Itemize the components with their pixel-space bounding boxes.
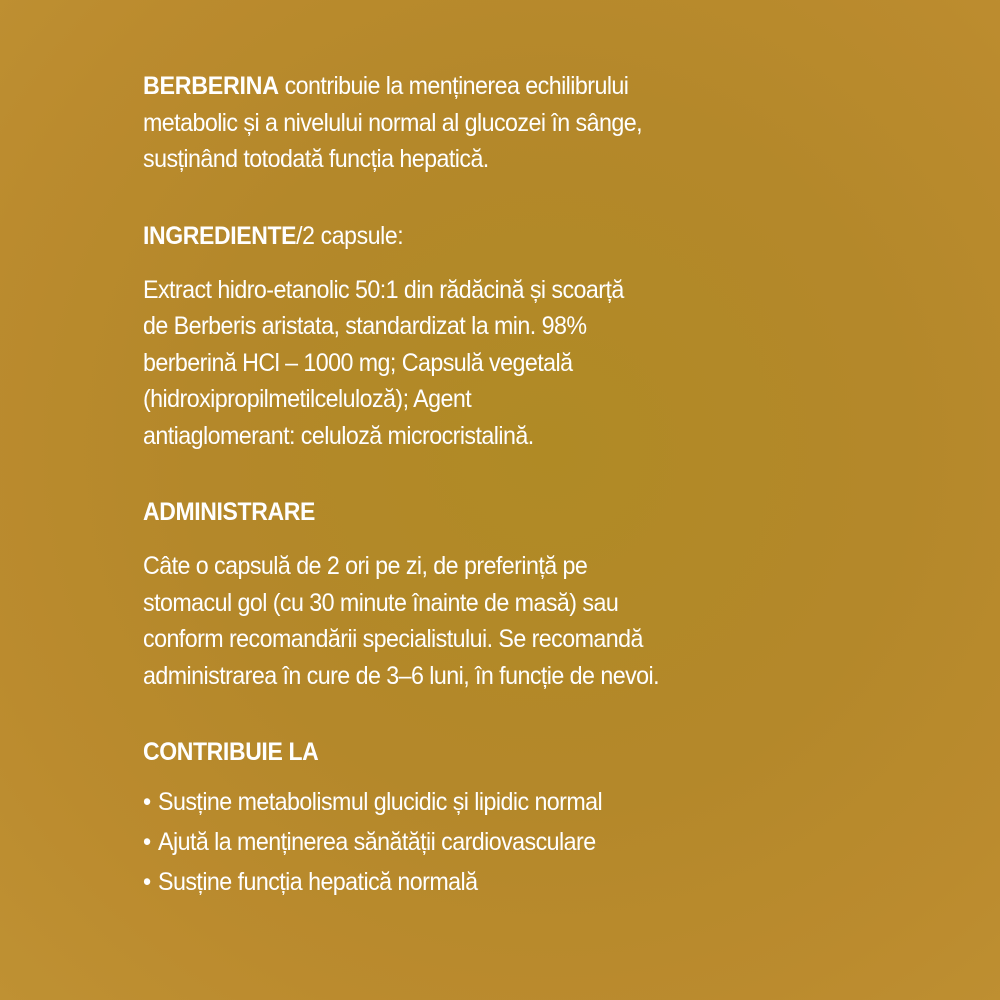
administration-line: stomacul gol (cu 30 minute înainte de masă) sau [143,588,619,617]
intro-paragraph [143,68,813,178]
intro-text: contribuie la menținerea echilibrului [278,72,629,100]
list-item [143,822,813,862]
product-name: BERBERINA [143,72,279,100]
ingredients-line: berberină HCl – 1000 mg; Capsulă vegetală [143,348,573,377]
bullet-icon: • [143,788,151,816]
contributes-heading: CONTRIBUIE LA [143,738,319,766]
ingredients-heading [143,218,805,254]
ingredients-line: Extract hidro-etanolic 50:1 din rădăcină și scoarță [143,275,624,304]
list-item [143,862,813,902]
list-item [143,782,813,822]
ingredients-body [143,272,813,455]
administration-line: administrarea în cure de 3–6 luni, în funcție de nevoi. [143,661,660,690]
intro-line-2: metabolic și a nivelului normal al glucozei în sânge, [143,108,643,137]
administration-line: Câte o capsulă de 2 ori pe zi, de preferință pe [143,552,588,580]
administration-body [143,548,813,694]
intro-line-1 [143,68,813,105]
ingredients-line: de Berberis aristata, standardizat la min. 98% [143,312,587,340]
administration-heading: ADMINISTRARE [143,498,315,526]
administration-line: conform recomandării specialistului. Se recomandă [143,625,643,653]
ingredients-line: antiaglomerant: celuloză microcristalină. [143,421,534,450]
bullet-icon: • [143,828,151,856]
ingredients-heading-bold: INGREDIENTE [143,221,297,250]
product-info [143,68,863,902]
intro-line-3: susținând totodată funcția hepatică. [143,145,489,173]
list-item-text: Ajută la menținerea sănătății cardiovasculare [158,828,596,856]
list-item-text: Susține funcția hepatică normală [158,868,478,896]
ingredients-heading-suffix: /2 capsule: [296,221,404,250]
ingredients-line: (hidroxipropilmetilceluloză); Agent [143,385,472,413]
bullet-icon: • [143,868,151,896]
list-item-text: Susține metabolismul glucidic și lipidic normal [158,788,603,816]
contributes-list [143,782,863,902]
